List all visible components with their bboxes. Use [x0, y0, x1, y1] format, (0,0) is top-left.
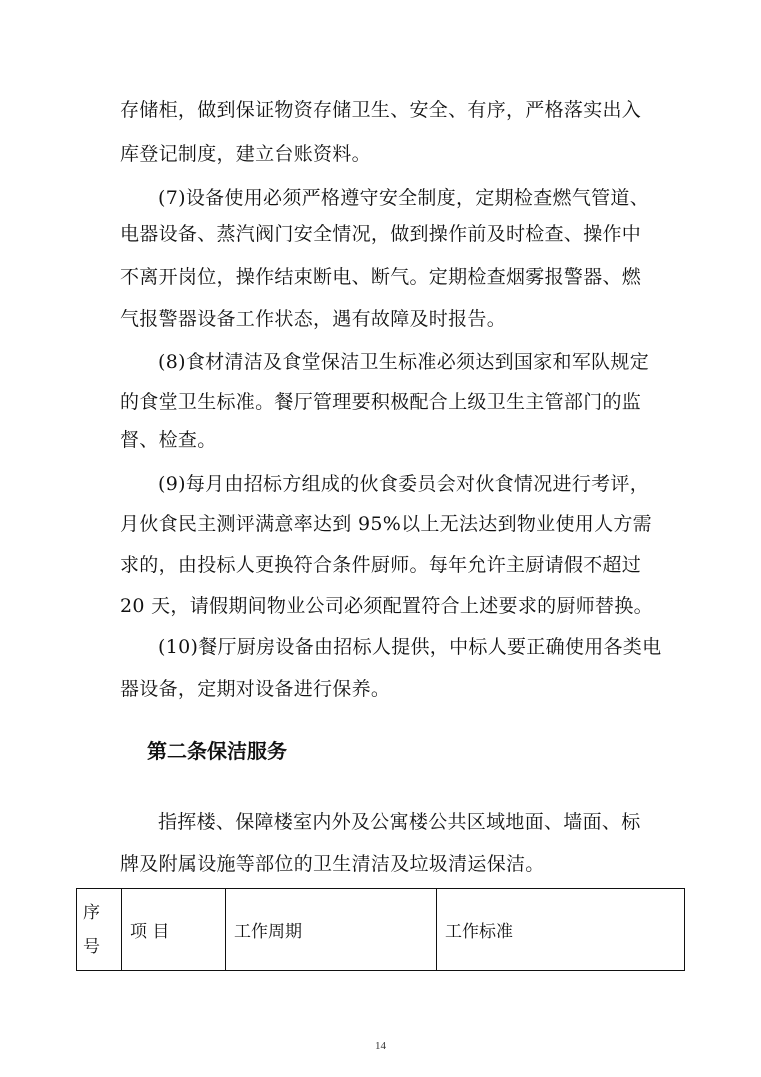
list-item-8: (8)食材清洁及食堂保洁卫生标准必须达到国家和军队规定: [158, 351, 650, 373]
body-text-line: 器设备，定期对设备进行保养。: [120, 678, 391, 700]
body-text-line: 不离开岗位，操作结束断电、断气。定期检查烟雾报警器、燃: [120, 266, 642, 288]
list-item-9: (9)每月由招标方组成的伙食委员会对伙食情况进行考评，: [158, 473, 650, 495]
list-item-7: (7)设备使用必须严格遵守安全制度，定期检查燃气管道、: [158, 187, 650, 209]
list-item-10: (10)餐厅厨房设备由招标人提供，中标人要正确使用各类电: [158, 636, 662, 658]
header-cell-seq: 序号: [77, 889, 122, 971]
section-heading: 第二条保洁服务: [147, 739, 287, 763]
page-number: 14: [375, 1040, 386, 1052]
body-text-line: 求的，由投标人更换符合条件厨师。每年允许主厨请假不超过: [120, 554, 642, 576]
body-text-line: 的食堂卫生标准。餐厅管理要积极配合上级卫生主管部门的监: [120, 391, 642, 413]
body-text-line: 气报警器设备工作状态，遇有故障及时报告。: [120, 308, 507, 330]
header-cell-standard: 工作标准: [437, 889, 685, 971]
table-header-row: [77, 889, 685, 971]
section-intro-line: 指挥楼、保障楼室内外及公寓楼公共区域地面、墙面、标: [158, 811, 641, 833]
body-text-line: 电器设备、蒸汽阀门安全情况，做到操作前及时检查、操作中: [120, 223, 642, 245]
header-cell-period: 工作周期: [226, 889, 437, 971]
body-text-line: 库登记制度，建立台账资料。: [120, 143, 371, 165]
header-cell-item: 项 目: [122, 889, 226, 971]
body-text-line: 20 天，请假期间物业公司必须配置符合上述要求的厨师替换。: [120, 595, 653, 617]
body-text-line: 存储柜，做到保证物资存储卫生、安全、有序，严格落实出入: [120, 99, 642, 121]
section-intro-line: 牌及附属设施等部位的卫生清洁及垃圾清运保洁。: [120, 853, 545, 875]
body-text-line: 月伙食民主测评满意率达到 95%以上无法达到物业使用人方需: [120, 513, 652, 535]
cleaning-service-table: [76, 888, 685, 971]
body-text-line: 督、检查。: [120, 429, 217, 451]
